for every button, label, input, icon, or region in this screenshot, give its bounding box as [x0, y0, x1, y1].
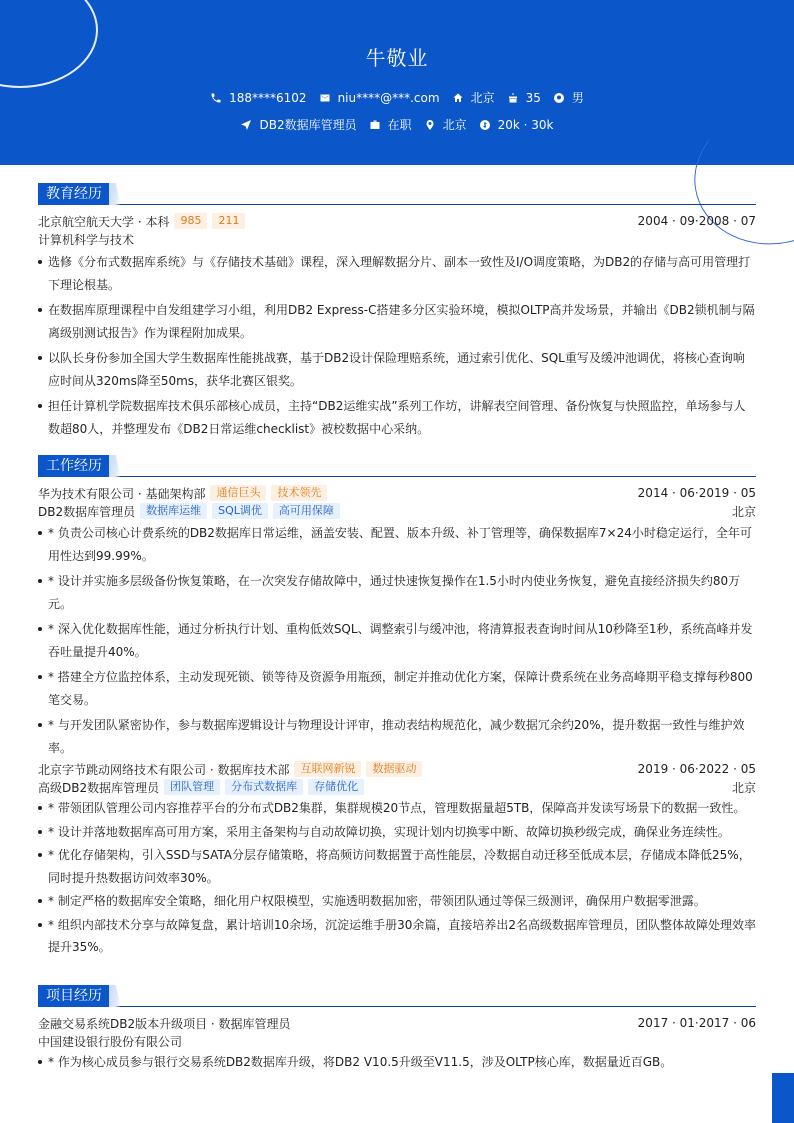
list-item: * 优化存储架构，引入SSD与SATA分层存储策略，将高频访问数据置于高性能层，冷数据自动迁移至低成本层，存储成本降低25%，同时提升热数据访问效率30%。: [38, 844, 756, 889]
role-row: [38, 778, 756, 796]
cake-icon: [507, 92, 519, 104]
list-item: * 设计并落地数据库高可用方案，采用主备架构与自动故障切换，实现计划内切换零中断、故障切换秒级完成，确保业务连续性。: [38, 821, 756, 844]
role-row: [38, 502, 756, 520]
role-title: 高级DB2数据库管理员: [38, 780, 160, 795]
money-icon: [479, 119, 491, 131]
company-tag: 通信巨头: [210, 485, 266, 501]
education-bullets: [38, 251, 756, 440]
decorative-corner-block: [772, 1073, 794, 1123]
home-icon: [452, 92, 464, 104]
role-tag: 存储优化: [308, 779, 364, 795]
work-city: 北京: [731, 780, 756, 795]
section-title: 项目经历: [38, 985, 110, 1007]
target-city-item: 北京: [424, 116, 467, 133]
list-item: 担任计算机学院数据库技术俱乐部核心成员，主持“DB2运维实战”系列工作坊，讲解表空间管理、备份恢复与快照监控，单场参与人数超80人，并整理发布《DB2日常运维checklist》被校数据中心采纳。: [38, 395, 756, 440]
phone-item: 188****6102: [210, 91, 306, 105]
section-header: [38, 455, 756, 477]
list-item: * 组织内部技术分享与故障复盘，累计培训10余场，沉淀运维手册30余篇，直接培养出2名高级数据库管理员，团队整体故障处理效率提升35%。: [38, 914, 756, 959]
list-item: * 搭建全方位监控体系，主动发现死锁、锁等待及资源争用瓶颈，制定并推动优化方案，保障计费系统在业务高峰期平稳支撑每秒800笔交易。: [38, 666, 756, 711]
project-bullets: [38, 1051, 756, 1074]
section-title-tail: [109, 985, 121, 1007]
list-item: * 带领团队管理公司内容推荐平台的分布式DB2集群，集群规模20节点，管理数据量超5TB，保障高并发读写场景下的数据一致性。: [38, 797, 756, 820]
project-entry-header: [38, 1014, 756, 1032]
list-item: * 作为核心成员参与银行交易系统DB2数据库升级，将DB2 V10.5升级至V11.5，涉及OLTP核心库，数据量近百GB。: [38, 1051, 756, 1074]
briefcase-icon: [369, 119, 381, 131]
section-header: [38, 985, 756, 1007]
list-item: * 制定严格的数据库安全策略，细化用户权限模型，实施透明数据加密，带领团队通过等保三级测评，确保用户数据零泄露。: [38, 890, 756, 913]
work-date: 2019 · 06·2022 · 05: [637, 762, 756, 776]
gender-icon: [553, 92, 565, 104]
education-entry-header: [38, 212, 756, 230]
list-item: 在数据库原理课程中自发组建学习小组，利用DB2 Express-C搭建多分区实验环境，模拟OLTP高并发场景，并输出《DB2锁机制与隔离级别测试报告》作为课程附加成果。: [38, 299, 756, 344]
company-name: 北京字节跳动网络技术有限公司 · 数据库技术部: [38, 762, 290, 777]
company-tag: 数据驱动: [366, 761, 422, 777]
intention-row: [0, 116, 794, 133]
mail-icon: [319, 92, 331, 104]
school-name: 北京航空航天大学 · 本科: [38, 214, 170, 229]
project-org: 中国建设银行股份有限公司: [38, 1034, 183, 1049]
section-title: 教育经历: [38, 183, 110, 205]
list-item: 选修《分布式数据库系统》与《存储技术基础》课程，深入理解数据分片、副本一致性及I/O调度策略，为DB2的存储与高可用管理打下理论根基。: [38, 251, 756, 296]
work-entry-header: [38, 484, 756, 502]
send-icon: [240, 119, 252, 131]
target-position-item: DB2数据库管理员: [240, 116, 356, 133]
contact-row: [0, 89, 794, 106]
project-entry: [38, 1014, 756, 1074]
education-section: [38, 183, 756, 440]
list-item: 以队长身份参加全国大学生数据库性能挑战赛，基于DB2设计保险理赔系统，通过索引优化、SQL重写及缓冲池调优，将核心查询响应时间从320ms降至50ms，获华北赛区银奖。: [38, 347, 756, 392]
list-item: * 与开发团队紧密协作，参与数据库逻辑设计与物理设计评审，推动表结构规范化，减少数据冗余约20%，提升数据一致性与维护效率。: [38, 714, 756, 759]
work-date: 2014 · 06·2019 · 05: [637, 486, 756, 500]
company-name: 华为技术有限公司 · 基础架构部: [38, 486, 206, 501]
location-icon: [424, 119, 436, 131]
work-section: [38, 455, 756, 959]
list-item: * 设计并实施多层级备份恢复策略，在一次突发存储故障中，通过快速恢复操作在1.5小时内使业务恢复，避免直接经济损失约80万元。: [38, 570, 756, 615]
project-org-row: [38, 1032, 756, 1050]
age-item: 35: [507, 91, 541, 105]
list-item: * 负责公司核心计费系统的DB2数据库日常运维，涵盖安装、配置、版本升级、补丁管理等，确保数据库7×24小时稳定运行，全年可用性达到99.99%。: [38, 522, 756, 567]
section-title-tail: [109, 183, 121, 205]
company-tag: 互联网新锐: [294, 761, 361, 777]
projects-section: [38, 985, 756, 1074]
gender-item: 男: [553, 89, 584, 106]
section-header: [38, 183, 756, 205]
work-bullets: [38, 522, 756, 759]
role-title: DB2数据库管理员: [38, 504, 136, 519]
project-name: 金融交易系统DB2版本升级项目 · 数据库管理员: [38, 1016, 291, 1031]
work-entry-header: [38, 760, 756, 778]
work-entry: [38, 484, 756, 759]
role-tag: 数据库运维: [140, 503, 207, 519]
major: 计算机科学与技术: [38, 232, 135, 247]
resume-header: [0, 0, 794, 165]
role-tag: 团队管理: [164, 779, 220, 795]
school-tag: 985: [174, 213, 207, 229]
candidate-name: 牛敬业: [365, 46, 429, 70]
section-title-tail: [109, 455, 121, 477]
company-tag: 技术领先: [271, 485, 327, 501]
school-tag: 211: [212, 213, 245, 229]
status-item: 在职: [369, 116, 412, 133]
role-tag: SQL调优: [212, 503, 268, 519]
salary-item: 20k · 30k: [479, 118, 554, 132]
email-item: niu****@***.com: [319, 91, 440, 105]
role-tag: 分布式数据库: [225, 779, 303, 795]
education-date: 2004 · 09·2008 · 07: [637, 214, 756, 228]
list-item: * 深入优化数据库性能，通过分析执行计划、重构低效SQL、调整索引与缓冲池，将清算报表查询时间从10秒降至1秒，系统高峰并发吞吐量提升40%。: [38, 618, 756, 663]
work-city: 北京: [731, 504, 756, 519]
work-entry: [38, 760, 756, 959]
major-row: [38, 230, 756, 248]
phone-icon: [210, 92, 222, 104]
city-item: 北京: [452, 89, 495, 106]
project-date: 2017 · 01·2017 · 06: [637, 1016, 756, 1030]
role-tag: 高可用保障: [273, 503, 340, 519]
section-title: 工作经历: [38, 455, 110, 477]
work-bullets: [38, 797, 756, 959]
